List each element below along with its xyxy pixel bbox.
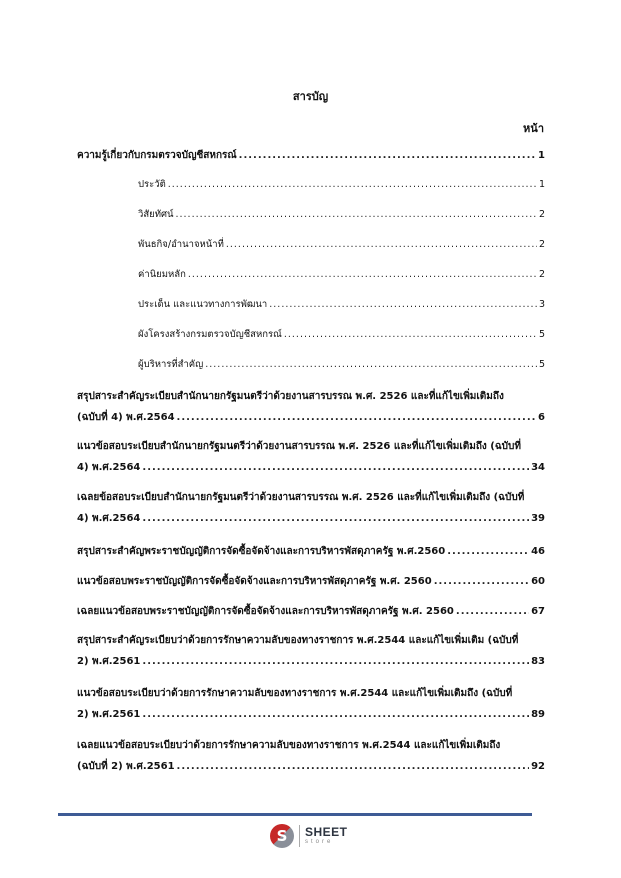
- toc-entry-title: เฉลยแนวข้อสอบระเบียบว่าด้วยการรักษาความลับของทางราชการ พ.ศ.2544 และแก้ไขเพิ่มเติมถึง: [77, 740, 501, 751]
- toc-entry-title: วิสัยทัศน์: [138, 209, 174, 220]
- toc-subentry[interactable]: [77, 238, 545, 252]
- dot-leader: [434, 575, 529, 589]
- toc-entry-title: เฉลยแนวข้อสอบพระราชบัญญัติการจัดซื้อจัดจ้างและการบริหารพัสดุภาครัฐ พ.ศ. 2560: [77, 606, 454, 617]
- dot-leader: [176, 208, 537, 222]
- toc-entry[interactable]: [77, 575, 545, 589]
- toc-entry-page: 67: [531, 606, 545, 617]
- toc-entry-page: 2: [538, 269, 545, 280]
- toc-entry-title: แนวข้อสอบระเบียบว่าด้วยการรักษาความลับของทางราชการ พ.ศ.2544 และแก้ไขเพิ่มเติมถึง (ฉบับที่: [77, 688, 513, 699]
- dot-leader: [142, 461, 529, 475]
- toc-entry[interactable]: [77, 149, 545, 163]
- toc-entry-page: 2: [538, 239, 545, 250]
- toc-entry-title: สรุปสาระสำคัญระเบียบว่าด้วยการรักษาความลับของทางราชการ พ.ศ.2544 และแก้ไขเพิ่มเติม (ฉบับที่: [77, 635, 519, 646]
- toc-entry-title: พันธกิจ/อำนาจหน้าที่: [138, 239, 224, 250]
- logo-subtext: store: [305, 839, 334, 845]
- dot-leader: [142, 655, 529, 669]
- toc-entry[interactable]: [77, 491, 545, 526]
- dot-leader: [284, 328, 537, 342]
- toc-entry-page: 89: [531, 709, 545, 720]
- toc-entry-title: สรุปสาระสำคัญพระราชบัญญัติการจัดซื้อจัดจ้างและการบริหารพัสดุภาครัฐ พ.ศ.2560: [77, 546, 446, 557]
- toc-entry-title: ความรู้เกี่ยวกับกรมตรวจบัญชีสหกรณ์: [77, 150, 237, 161]
- toc-entry-title-cont: (ฉบับที่ 2) พ.ศ.2561: [77, 761, 175, 772]
- toc-entry-title: ประวัติ: [138, 179, 166, 190]
- toc-subentry[interactable]: [77, 208, 545, 222]
- toc-entry-title: ผังโครงสร้างกรมตรวจบัญชีสหกรณ์: [138, 329, 282, 340]
- toc-entry[interactable]: [77, 739, 545, 774]
- toc-subentry[interactable]: [77, 298, 545, 312]
- dot-leader: [205, 358, 537, 372]
- logo-text: SHEET: [305, 825, 348, 839]
- toc-entry-page: 6: [538, 412, 545, 423]
- dot-leader: [142, 708, 529, 722]
- dot-leader: [142, 512, 529, 526]
- toc-entry-page: 83: [531, 656, 545, 667]
- toc-entry-page: 1: [538, 179, 545, 190]
- dot-leader: [226, 238, 537, 252]
- toc-entry-page: 60: [531, 576, 545, 587]
- toc-entry-title: ผู้บริหารที่สำคัญ: [138, 359, 204, 370]
- toc-entry[interactable]: [77, 440, 545, 475]
- footer-divider: [58, 813, 532, 816]
- toc-entry-page: 92: [531, 761, 545, 772]
- toc-entry[interactable]: [77, 634, 545, 669]
- toc-subentry[interactable]: [77, 358, 545, 372]
- dot-leader: [447, 545, 529, 559]
- logo-divider: [299, 825, 300, 847]
- toc-entry-page: 39: [531, 513, 545, 524]
- toc-entry[interactable]: [77, 545, 545, 559]
- page-column-header: หน้า: [523, 122, 544, 135]
- toc-entry-title-cont: 4) พ.ศ.2564: [77, 462, 141, 473]
- dot-leader: [456, 605, 529, 619]
- toc-entry-title: สรุปสาระสำคัญระเบียบสำนักนายกรัฐมนตรีว่าด้วยงานสารบรรณ พ.ศ. 2526 และที่แก้ไขเพิ่มเติมถึง: [77, 391, 504, 402]
- toc-entry-page: 2: [538, 209, 545, 220]
- document-title: สารบัญ: [292, 90, 329, 103]
- toc-entry-title-cont: 2) พ.ศ.2561: [77, 709, 141, 720]
- toc-subentry[interactable]: [77, 328, 545, 342]
- toc-entry-page: 46: [531, 546, 545, 557]
- dot-leader: [269, 298, 537, 312]
- sheet-store-logo: [270, 824, 348, 848]
- toc-entry-title: แนวข้อสอบระเบียบสำนักนายกรัฐมนตรีว่าด้วยงานสารบรรณ พ.ศ. 2526 และที่แก้ไขเพิ่มเติมถึง (ฉบับที่: [77, 441, 521, 452]
- toc-entry-title-cont: (ฉบับที่ 4) พ.ศ.2564: [77, 412, 175, 423]
- toc-entry-title: แนวข้อสอบพระราชบัญญัติการจัดซื้อจัดจ้างและการบริหารพัสดุภาครัฐ พ.ศ. 2560: [77, 576, 432, 587]
- dot-leader: [168, 178, 537, 192]
- toc-entry-page: 3: [538, 299, 545, 310]
- toc-entry[interactable]: [77, 390, 545, 425]
- toc-subentry[interactable]: [77, 268, 545, 282]
- toc-entry-page: 5: [538, 329, 545, 340]
- toc-subentry[interactable]: [77, 178, 545, 192]
- toc-entry-title: ค่านิยมหลัก: [138, 269, 186, 280]
- toc-entry-title: เฉลยข้อสอบระเบียบสำนักนายกรัฐมนตรีว่าด้วยงานสารบรรณ พ.ศ. 2526 และที่แก้ไขเพิ่มเติมถึง (ฉบับที่: [77, 492, 525, 503]
- toc-entry[interactable]: [77, 605, 545, 619]
- toc-entry[interactable]: [77, 687, 545, 722]
- toc-entry-title-cont: 2) พ.ศ.2561: [77, 656, 141, 667]
- toc-entry-page: 34: [531, 462, 545, 473]
- dot-leader: [239, 149, 536, 163]
- toc-entry-title-cont: 4) พ.ศ.2564: [77, 513, 141, 524]
- dot-leader: [188, 268, 537, 282]
- logo-icon: S: [270, 824, 294, 848]
- dot-leader: [177, 411, 537, 425]
- toc-entry-page: 5: [538, 359, 545, 370]
- toc-entry-page: 1: [538, 150, 545, 161]
- toc-entry-title: ประเด็น และแนวทางการพัฒนา: [138, 299, 268, 310]
- dot-leader: [177, 760, 530, 774]
